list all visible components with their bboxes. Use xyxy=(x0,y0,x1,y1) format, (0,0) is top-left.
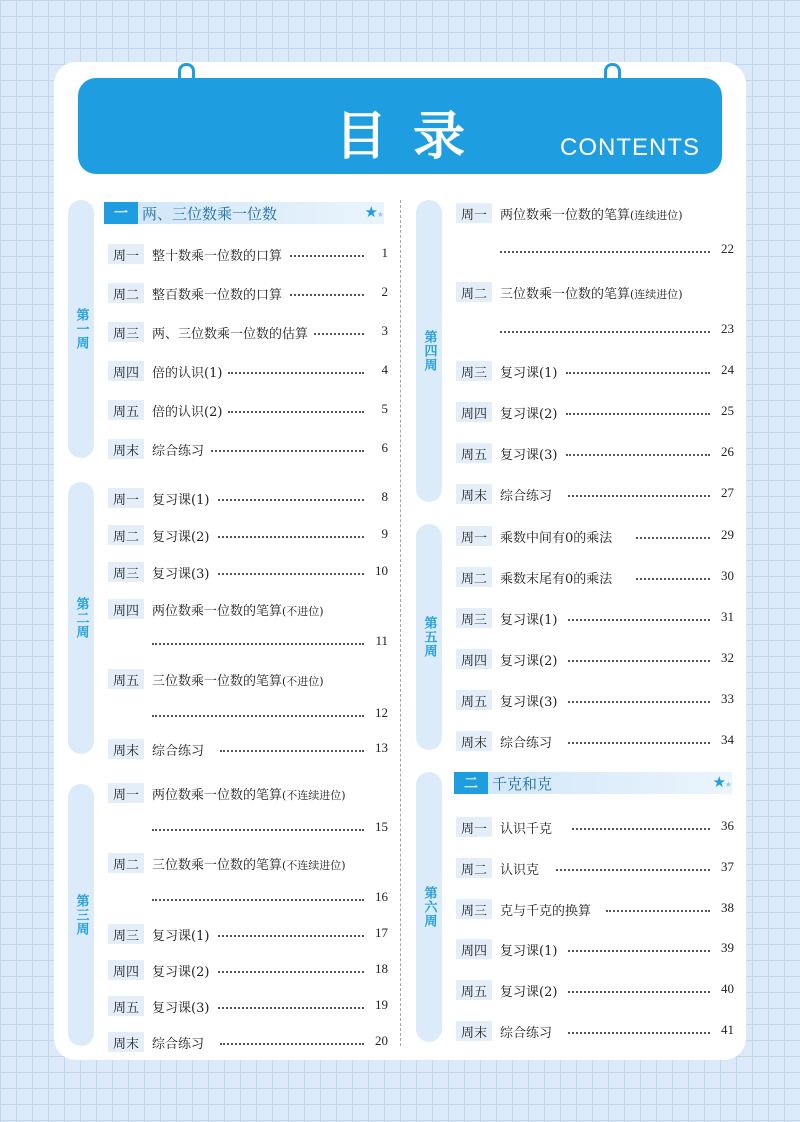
page-number: 22 xyxy=(721,241,734,256)
toc-entry[interactable] xyxy=(108,994,388,1016)
dot-leader xyxy=(566,413,710,415)
dot-leader xyxy=(568,701,710,703)
toc-entry[interactable] xyxy=(108,486,388,508)
day-label: 周二 xyxy=(108,853,144,873)
toc-entry[interactable] xyxy=(456,359,734,381)
toc-entry[interactable] xyxy=(108,560,388,582)
day-label: 周五 xyxy=(456,690,492,710)
page-number: 37 xyxy=(721,859,734,874)
day-label: 周五 xyxy=(108,400,144,420)
dot-leader xyxy=(572,828,710,830)
entry-title: 复习课(2) xyxy=(500,981,563,1000)
dot-leader xyxy=(228,411,364,413)
toc-entry[interactable] xyxy=(108,737,388,759)
toc-entry[interactable] xyxy=(108,242,388,264)
dot-leader xyxy=(568,619,710,621)
dot-leader xyxy=(152,829,364,831)
toc-entry[interactable] xyxy=(108,958,388,980)
day-label: 周二 xyxy=(456,282,492,302)
entry-title: 三位数乘一位数的笔算(不进位) xyxy=(152,670,330,689)
unit-title: 两、三位数乘一位数 xyxy=(142,204,278,223)
entry-title: 复习课(1) xyxy=(152,925,215,944)
page-subtitle: CONTENTS xyxy=(560,134,700,161)
day-label: 周五 xyxy=(108,996,144,1016)
day-label: 周五 xyxy=(456,980,492,1000)
page-number: 26 xyxy=(721,444,734,459)
dot-leader xyxy=(500,251,710,253)
day-label: 周末 xyxy=(108,739,144,759)
day-label: 周一 xyxy=(456,203,492,223)
column-divider xyxy=(400,200,401,1046)
entry-title: 两位数乘一位数的笔算(不连续进位) xyxy=(152,784,352,803)
entry-title: 倍的认识(1) xyxy=(152,362,228,381)
dot-leader xyxy=(636,537,710,539)
toc-entry-page-line[interactable] xyxy=(456,318,734,340)
toc-entry[interactable] xyxy=(456,524,734,546)
week-2-tab xyxy=(68,482,94,754)
entry-title: 综合练习 xyxy=(152,440,210,459)
week-6-tab xyxy=(416,772,442,1042)
entry-title: 复习课(3) xyxy=(152,563,215,582)
dot-leader xyxy=(568,950,710,952)
dot-leader xyxy=(218,935,364,937)
day-label: 周四 xyxy=(456,939,492,959)
unit-2-header xyxy=(454,772,732,794)
day-label: 周末 xyxy=(108,439,144,459)
week-3-tab xyxy=(68,784,94,1046)
entry-title: 复习课(1) xyxy=(500,940,563,959)
day-label: 周二 xyxy=(108,525,144,545)
page-title: 目录 xyxy=(334,107,491,167)
day-label: 周四 xyxy=(456,402,492,422)
dot-leader xyxy=(636,578,710,580)
entry-title: 整十数乘一位数的口算 xyxy=(152,245,288,264)
page-number: 8 xyxy=(381,489,388,504)
toc-entry[interactable] xyxy=(456,482,734,504)
toc-entry[interactable] xyxy=(456,897,734,919)
page-number: 11 xyxy=(375,633,388,648)
toc-entry[interactable] xyxy=(456,815,734,837)
day-label: 周二 xyxy=(456,567,492,587)
page-number: 41 xyxy=(721,1022,734,1037)
toc-entry-page-line[interactable] xyxy=(108,702,388,724)
day-label: 周一 xyxy=(108,244,144,264)
day-label: 周末 xyxy=(456,731,492,751)
page-number: 15 xyxy=(375,819,388,834)
entry-title: 复习课(2) xyxy=(152,526,215,545)
day-label: 周四 xyxy=(108,599,144,619)
week-4-tab xyxy=(416,200,442,502)
day-label: 周末 xyxy=(456,1021,492,1041)
page-number: 18 xyxy=(375,961,388,976)
toc-entry[interactable] xyxy=(456,937,734,959)
unit-number: 一 xyxy=(104,202,138,224)
toc-entry[interactable] xyxy=(456,688,734,710)
page-number: 5 xyxy=(381,401,388,416)
toc-entry[interactable] xyxy=(456,606,734,628)
dot-leader xyxy=(220,750,364,752)
toc-entry-title-line[interactable] xyxy=(108,667,388,689)
page-number: 34 xyxy=(721,732,734,747)
entry-title: 乘数中间有0的乘法 xyxy=(500,527,618,546)
entry-title: 复习课(3) xyxy=(152,997,215,1016)
entry-title: 复习课(3) xyxy=(500,691,563,710)
toc-entry-page-line[interactable] xyxy=(108,886,388,908)
dot-leader xyxy=(566,454,710,456)
star-icon: ★ xyxy=(376,210,384,219)
day-label: 周五 xyxy=(456,443,492,463)
day-label: 周三 xyxy=(108,562,144,582)
day-label: 周三 xyxy=(456,608,492,628)
page-number: 25 xyxy=(721,403,734,418)
toc-entry[interactable] xyxy=(108,281,388,303)
dot-leader xyxy=(228,372,364,374)
toc-entry[interactable] xyxy=(456,1019,734,1041)
page-number: 33 xyxy=(721,691,734,706)
dot-leader xyxy=(568,660,710,662)
page-number: 10 xyxy=(375,563,388,578)
page-number: 19 xyxy=(375,997,388,1012)
toc-entry-title-line[interactable] xyxy=(108,781,388,803)
entry-title: 复习课(2) xyxy=(152,961,215,980)
toc-entry[interactable] xyxy=(456,647,734,669)
day-label: 周五 xyxy=(108,669,144,689)
day-label: 周三 xyxy=(456,899,492,919)
day-label: 周一 xyxy=(456,817,492,837)
toc-entry-page-line[interactable] xyxy=(456,238,734,260)
star-icon: ★ xyxy=(724,780,732,789)
toc-entry[interactable] xyxy=(456,565,734,587)
toc-entry[interactable] xyxy=(108,523,388,545)
page-number: 16 xyxy=(375,889,388,904)
page-number: 20 xyxy=(375,1033,388,1048)
page-number: 12 xyxy=(375,705,388,720)
toc-entry-page-line[interactable] xyxy=(108,816,388,838)
dot-leader xyxy=(218,573,364,575)
entry-title: 三位数乘一位数的笔算(不连续进位) xyxy=(152,854,352,873)
entry-title: 复习课(1) xyxy=(500,609,563,628)
week-label: 第五周 xyxy=(421,616,437,658)
entry-title: 两位数乘一位数的笔算(不进位) xyxy=(152,600,330,619)
entry-title: 三位数乘一位数的笔算(连续进位) xyxy=(500,283,689,302)
week-label: 第三周 xyxy=(73,894,89,936)
entry-title: 复习课(1) xyxy=(152,489,215,508)
entry-title: 复习课(2) xyxy=(500,403,563,422)
page-number: 6 xyxy=(381,440,388,455)
week-5-tab xyxy=(416,524,442,750)
week-label: 第四周 xyxy=(421,330,437,372)
toc-header xyxy=(78,78,722,174)
entry-title: 两位数乘一位数的笔算(连续进位) xyxy=(500,204,689,223)
toc-entry[interactable] xyxy=(456,978,734,1000)
dot-leader xyxy=(218,971,364,973)
entry-title: 乘数末尾有0的乘法 xyxy=(500,568,618,587)
dot-leader xyxy=(152,899,364,901)
page-number: 30 xyxy=(721,568,734,583)
entry-title: 综合练习 xyxy=(500,485,558,504)
dot-leader xyxy=(568,1032,710,1034)
day-label: 周三 xyxy=(108,322,144,342)
week-label: 第一周 xyxy=(73,308,89,350)
page-number: 1 xyxy=(381,245,388,260)
entry-title: 复习课(1) xyxy=(500,362,563,381)
toc-entry[interactable] xyxy=(108,1030,388,1052)
dot-leader xyxy=(152,643,364,645)
page-number: 23 xyxy=(721,321,734,336)
unit-1-header xyxy=(104,202,384,224)
dot-leader xyxy=(568,742,710,744)
toc-entry[interactable] xyxy=(456,729,734,751)
toc-entry[interactable] xyxy=(456,441,734,463)
day-label: 周一 xyxy=(108,783,144,803)
dot-leader xyxy=(556,869,710,871)
entry-title: 认识克 xyxy=(500,859,545,878)
toc-entry[interactable] xyxy=(108,320,388,342)
toc-entry[interactable] xyxy=(456,400,734,422)
page-number: 17 xyxy=(375,925,388,940)
entry-title: 认识千克 xyxy=(500,818,558,837)
page-number: 29 xyxy=(721,527,734,542)
day-label: 周二 xyxy=(456,858,492,878)
dot-leader xyxy=(218,499,364,501)
page-number: 9 xyxy=(381,526,388,541)
day-label: 周一 xyxy=(108,488,144,508)
page-number: 38 xyxy=(721,900,734,915)
dot-leader xyxy=(220,1043,364,1045)
page-number: 32 xyxy=(721,650,734,665)
page-number: 2 xyxy=(381,284,388,299)
page-number: 3 xyxy=(381,323,388,338)
day-label: 周三 xyxy=(108,924,144,944)
toc-entry-title-line[interactable] xyxy=(456,280,734,302)
toc-entry[interactable] xyxy=(108,437,388,459)
entry-title: 复习课(3) xyxy=(500,444,563,463)
entry-title: 倍的认识(2) xyxy=(152,401,228,420)
toc-entry[interactable] xyxy=(108,398,388,420)
day-label: 周三 xyxy=(456,361,492,381)
dot-leader xyxy=(566,372,710,374)
entry-title: 综合练习 xyxy=(500,1022,558,1041)
week-label: 第二周 xyxy=(73,597,89,639)
day-label: 周四 xyxy=(108,361,144,381)
entry-title: 综合练习 xyxy=(152,1033,210,1052)
toc-entry-title-line[interactable] xyxy=(108,597,388,619)
page-number: 4 xyxy=(381,362,388,377)
entry-title: 整百数乘一位数的口算 xyxy=(152,284,288,303)
page-number: 39 xyxy=(721,940,734,955)
week-1-tab xyxy=(68,200,94,458)
entry-title: 两、三位数乘一位数的估算 xyxy=(152,323,314,342)
page-number: 24 xyxy=(721,362,734,377)
dot-leader xyxy=(568,495,710,497)
page-number: 31 xyxy=(721,609,734,624)
day-label: 周四 xyxy=(108,960,144,980)
toc-entry-page-line[interactable] xyxy=(108,630,388,652)
dot-leader xyxy=(218,536,364,538)
entry-title: 综合练习 xyxy=(500,732,558,751)
toc-entry[interactable] xyxy=(108,922,388,944)
page-number: 36 xyxy=(721,818,734,833)
entry-title: 综合练习 xyxy=(152,740,210,759)
page-number: 27 xyxy=(721,485,734,500)
unit-title: 千克和克 xyxy=(492,774,553,793)
dot-leader xyxy=(208,450,364,452)
dot-leader xyxy=(218,1007,364,1009)
toc-entry[interactable] xyxy=(456,856,734,878)
dot-leader xyxy=(152,715,364,717)
toc-entry-title-line[interactable] xyxy=(108,851,388,873)
page-number: 13 xyxy=(375,740,388,755)
day-label: 周四 xyxy=(456,649,492,669)
day-label: 周末 xyxy=(108,1032,144,1052)
dot-leader xyxy=(606,910,710,912)
toc-entry[interactable] xyxy=(108,359,388,381)
entry-title: 复习课(2) xyxy=(500,650,563,669)
entry-title: 克与千克的换算 xyxy=(500,900,597,919)
day-label: 周末 xyxy=(456,484,492,504)
toc-entry-title-line[interactable] xyxy=(456,201,734,223)
day-label: 周一 xyxy=(456,526,492,546)
week-label: 第六周 xyxy=(421,886,437,928)
star-icon: ★ xyxy=(712,773,726,791)
unit-number: 二 xyxy=(454,772,488,794)
dot-leader xyxy=(500,331,710,333)
dot-leader xyxy=(568,991,710,993)
page-number: 40 xyxy=(721,981,734,996)
day-label: 周二 xyxy=(108,283,144,303)
star-icon: ★ xyxy=(364,203,378,221)
